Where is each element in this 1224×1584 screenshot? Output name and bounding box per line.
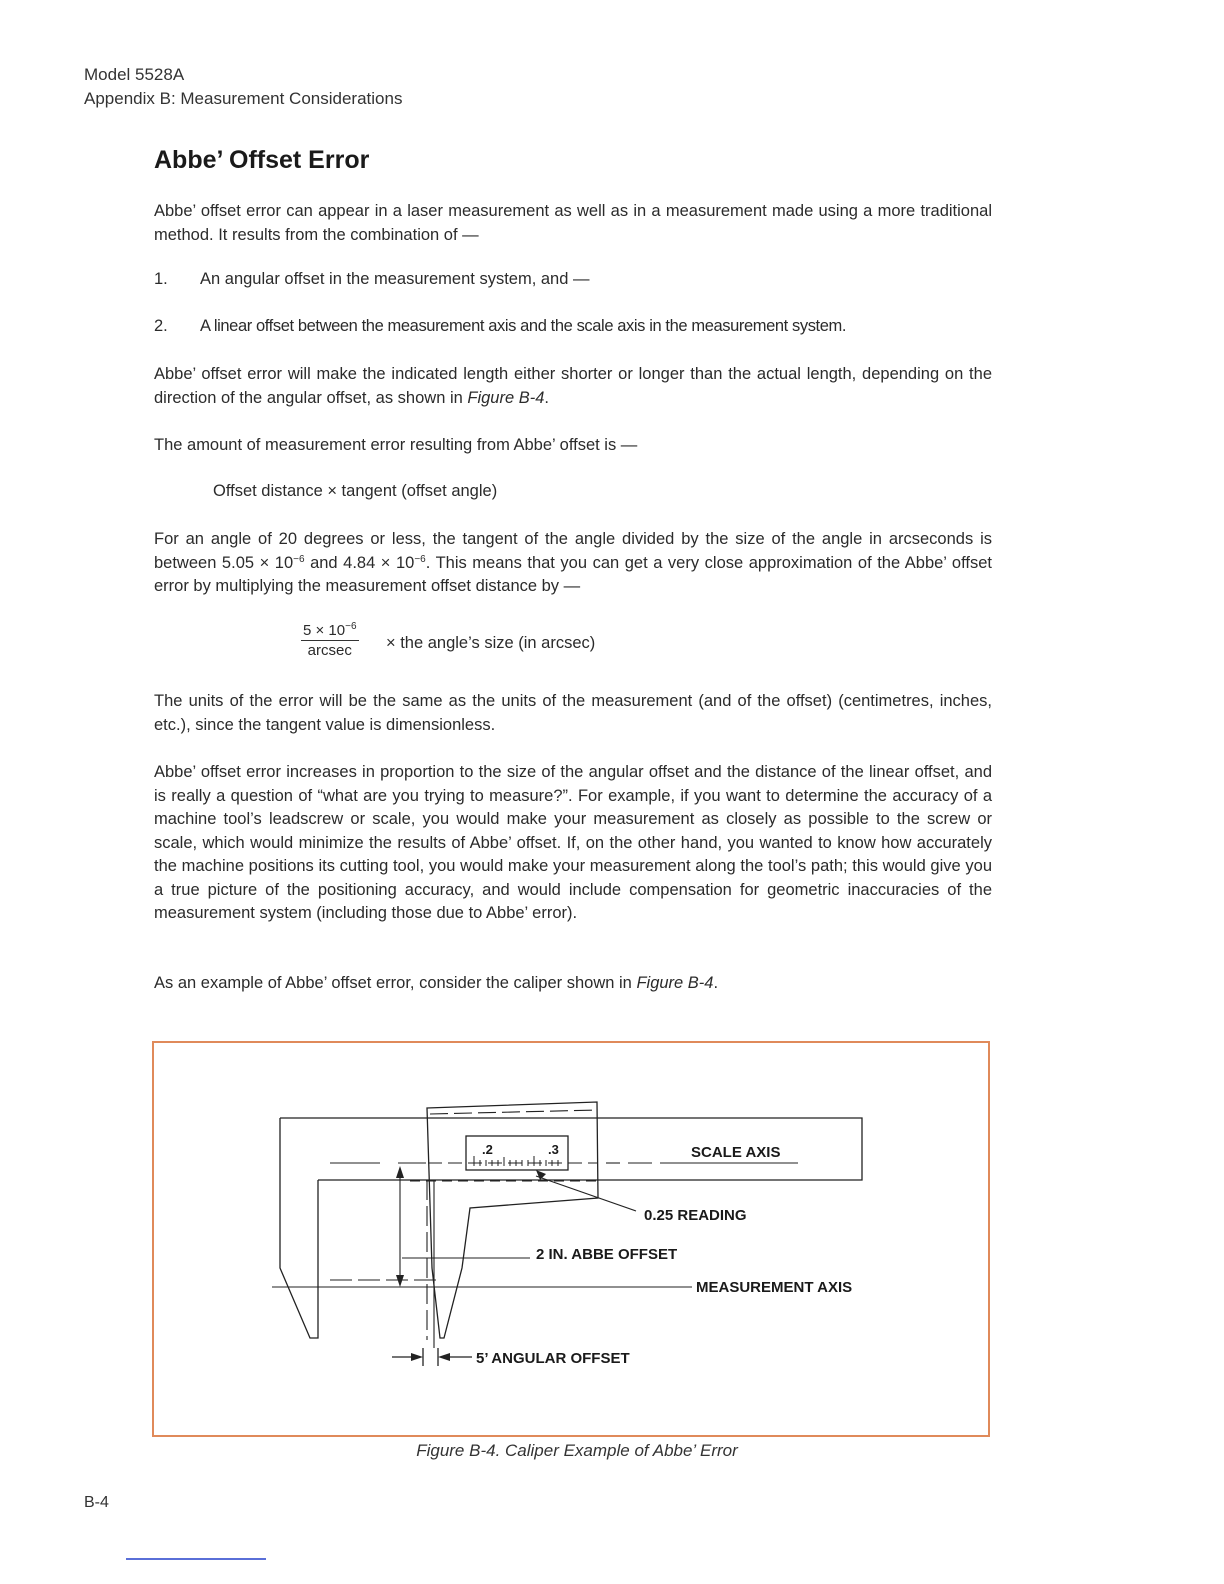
- tangent-paragraph: For an angle of 20 degrees or less, the tangent of the angle divided by the size of the angle in arcseconds is between $5.05 \times 10^{-6}$ and $4.84 \times 10^{-6}$. This means that you can get a very close approximation of the Abbe’ offset error by multiplying the measurement offset distance by —: [154, 530, 992, 595]
- direction-paragraph: Abbe’ offset error will make the indicated length either shorter or longer than the actual length, depending on the direction of the angular offset, as shown in Figure B-4.: [154, 365, 992, 407]
- units-paragraph: The units of the error will be the same as the units of the measurement (and of the offset) (centimetres, inches, etc.), since the tangent value is dimensionless.: [154, 692, 992, 734]
- scale-axis-label: SCALE AXIS: [691, 1144, 781, 1161]
- formula: Offset distance × tangent (offset angle): [213, 482, 498, 500]
- increase-paragraph: Abbe’ offset error increases in proportion to the size of the angular offset and the distance of the linear offset, and is really a question of “what are you trying to measure?”. For example, if you want to determine the accuracy of a machine tool’s leadscrew or scale, you would make your measurement as closely as possible to the screw or scale, which would minimize the results of Abbe’ offset. If, on the other hand, you wanted to know how accurately the machine positions its cutting tool, you would make your measurement along the tool’s path; this would give you a true picture of the positioning accuracy, and would include compensation for geometric inaccuracies of the measurement system (including those due to Abbe’ error).: [154, 763, 992, 922]
- angular-offset-label: 5’ ANGULAR OFFSET: [476, 1350, 630, 1367]
- list-item-1-text: An angular offset in the measurement system, and —: [200, 270, 590, 288]
- tick-label-3: .3: [548, 1142, 559, 1157]
- abbe-offset-label: 2 IN. ABBE OFFSET: [536, 1246, 678, 1263]
- fraction: $5 \times 10^{-6}$ arcsec: [303, 621, 357, 659]
- amount-paragraph: The amount of measurement error resulting from Abbe’ offset is —: [154, 436, 638, 454]
- reading-label: 0.25 READING: [644, 1207, 747, 1224]
- figure-reference[interactable]: Figure B-4: [467, 388, 545, 407]
- fraction-multiplier: × the angle’s size (in arcsec): [386, 634, 596, 652]
- list-item-1-number: 1.: [154, 270, 168, 288]
- header-appendix: Appendix B: Measurement Considerations: [84, 89, 403, 108]
- list-item-2-text: A linear offset between the measurement axis and the scale axis in the measurement system.: [200, 317, 847, 335]
- intro-paragraph: Abbe’ offset error can appear in a laser measurement as well as in a measurement made using a more traditional method. It results from the combination of —: [154, 202, 992, 244]
- measurement-axis-label: MEASUREMENT AXIS: [696, 1279, 853, 1296]
- fixed-jaw: [280, 1118, 318, 1338]
- tick-label-2: .2: [482, 1142, 493, 1157]
- figure-caption: Figure B-4. Caliper Example of Abbe’ Error: [416, 1441, 738, 1460]
- list-item-2-number: 2.: [154, 317, 168, 335]
- section-title: Abbe’ Offset Error: [154, 146, 370, 174]
- fraction-numerator: 5 × 10: [303, 622, 346, 639]
- header-model: Model 5528A: [84, 65, 185, 84]
- figure-reference[interactable]: Figure B-4: [636, 974, 714, 992]
- sliding-jaw: [427, 1102, 598, 1338]
- footer-rule: [126, 1558, 266, 1560]
- example-paragraph: As an example of Abbe’ offset error, consider the caliper shown in Figure B-4.: [154, 974, 719, 992]
- page-number: B-4: [84, 1494, 109, 1511]
- fraction-denominator: arcsec: [307, 642, 352, 659]
